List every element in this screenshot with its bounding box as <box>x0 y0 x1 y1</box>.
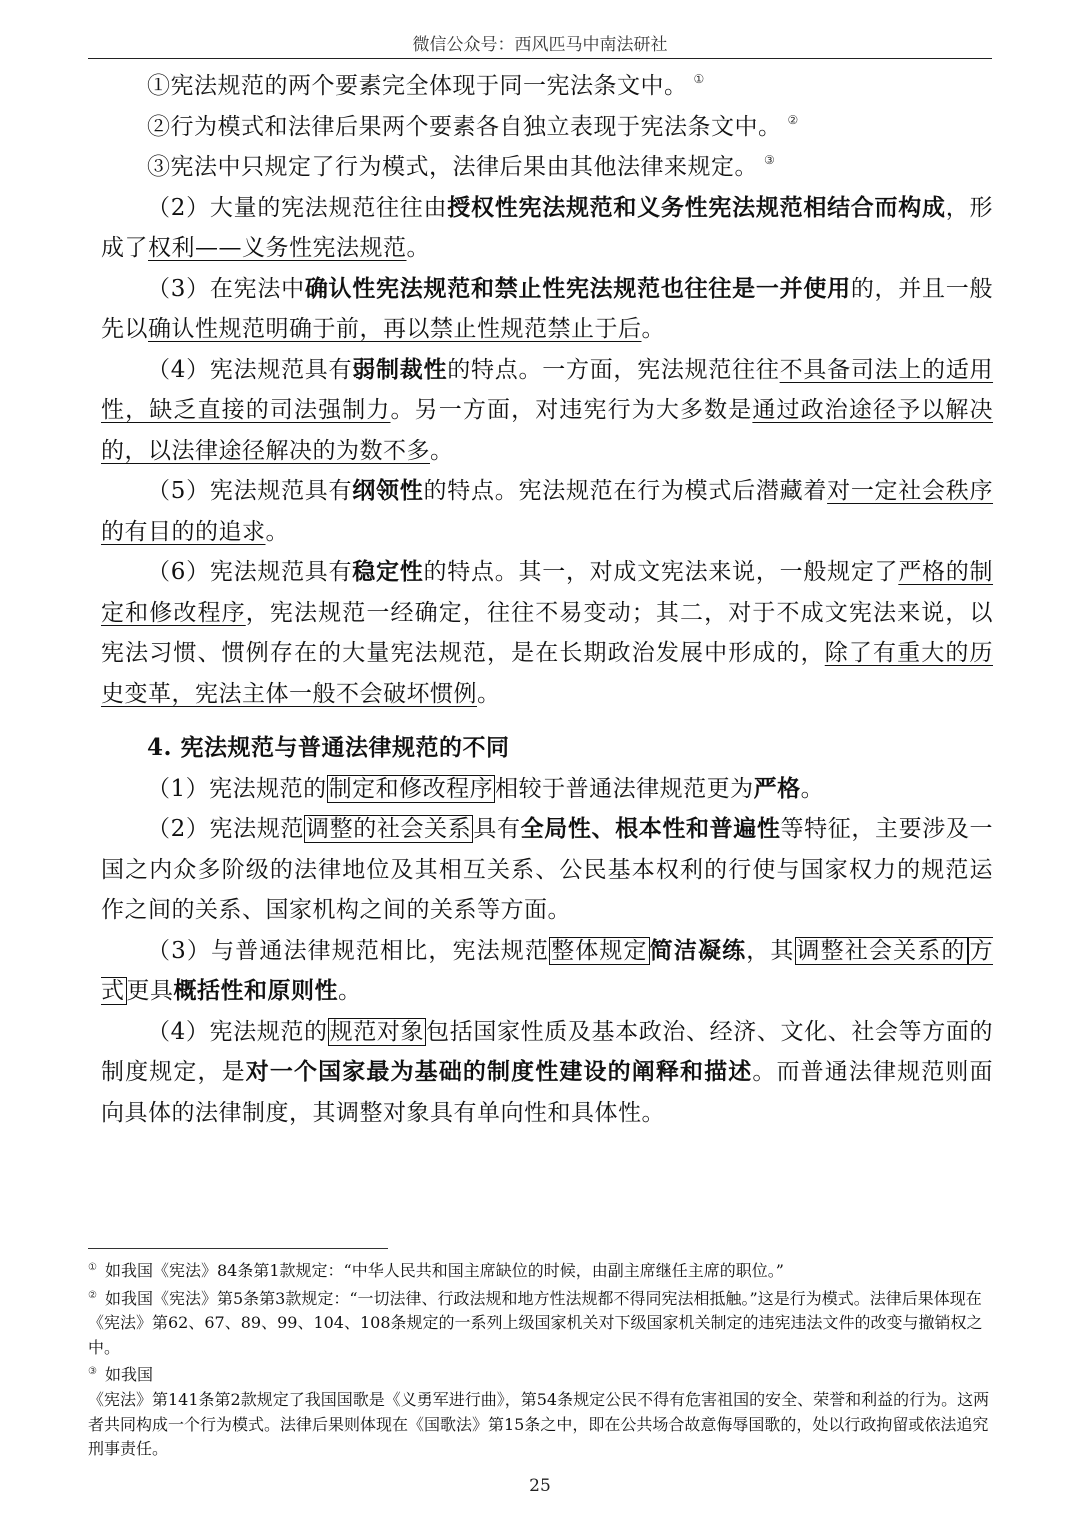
emphasis: 严格 <box>753 774 801 802</box>
emphasis: 概括性和原则性 <box>173 977 338 1004</box>
underlined-text: 通过政治途径予以解决的，以法律途径解决的为数不多 <box>101 397 993 464</box>
footnote-divider <box>88 1248 388 1249</box>
boxed-term: 整体规定 <box>551 937 648 964</box>
header-divider <box>88 58 992 59</box>
paragraph-6: （4）宪法规范具有弱制裁性的特点。一方面，宪法规范往往不具备司法上的适用性，缺乏直接的司法强制力。另一方面，对违宪行为大多数是通过政治途径予以解决的，以法律途径解决的为数不多。 <box>101 355 994 464</box>
paragraph-q3: （3）与普通法律规范相比，宪法规范整体规定简洁凝练，其调整社会关系的 方式更具概括性和原则性。 <box>101 936 994 1004</box>
boxed-term: 规范对象 <box>329 1018 425 1045</box>
emphasis: 全局性、根本性和普遍性 <box>520 815 781 842</box>
page-number: 25 <box>529 1476 551 1496</box>
body-text <box>101 66 993 1133</box>
paragraph-2: ②行为模式和法律后果两个要素各自独立表现于宪法条文中。 ② <box>147 112 799 140</box>
paragraph-5: （3）在宪法中确认性宪法规范和禁止性宪法规范也往往是一并使用的，并且一般先以确认性规范明确于前，再以禁止性规范禁止于后。 <box>101 274 994 342</box>
footnote-ref-2[interactable]: ② <box>787 112 799 127</box>
emphasis: 确认性宪法规范和禁止性宪法规范也往往是一并使用 <box>304 274 851 302</box>
paragraph-q1: （1）宪法规范的制定和修改程序相较于普通法律规范更为严格。 <box>147 774 825 802</box>
underlined-text: 权利——义务性宪法规范 <box>148 235 407 261</box>
emphasis: 稳定性 <box>352 558 424 585</box>
paragraph-3: ③宪法中只规定了行为模式，法律后果由其他法律来规定。 ③ <box>147 153 776 180</box>
footnote-1: ① 如我国《宪法》84条第1款规定：“中华人民共和国主席缺位的时候，由副主席继任主席的职位。” <box>88 1261 784 1280</box>
paragraph-q4: （4）宪法规范的规范对象包括国家性质及基本政治、经济、文化、社会等方面的制度规定，是对一个国家最为基础的制度性建设的阐释和描述。而普通法律规范则面向具体的法律制度，其调整对象具有单向性和具体性。 <box>101 1018 994 1126</box>
footnote-3: ③ 如我国 <box>88 1365 153 1385</box>
boxed-term: 制定和修改程序 <box>328 775 494 802</box>
underlined-text: 对一定社会秩序的有目的的追求 <box>101 478 994 545</box>
paragraph-1: ①宪法规范的两个要素完全体现于同一宪法条文中。 ① <box>147 72 705 99</box>
underlined-text: 严格的制定和修改程序 <box>101 559 994 626</box>
footnote-2: ② 如我国《宪法》第5条第3款规定：“一切法律、行政法规和地方性法规都不得同宪法相抵触。”这是行为模式。法律后果体现在《宪法》第62、67、89、99、104、108条规定的一系列上级国家机关对下级国家机关制定的违宪违法文件的改变与撤销权之中。 <box>88 1288 983 1357</box>
paragraph-q2: （2）宪法规范调整的社会关系具有全局性、根本性和普遍性等特征，主要涉及一国之内众多阶级的法律地位及其相互关系、公民基本权利的行使与国家权力的规范运作之间的关系、国家机构之间的关系等方面。 <box>101 815 994 923</box>
section-heading: 4. 宪法规范与普通法律规范的不同 <box>147 734 510 761</box>
boxed-term: 调整的社会关系 <box>306 816 472 842</box>
footnote-ref-3[interactable]: ③ <box>764 153 776 167</box>
page-header: 微信公众号：西风匹马中南法研社 <box>412 35 668 55</box>
footnotes <box>88 1256 992 1462</box>
underlined-text: 除了有重大的历史变革，宪法主体一般不会破坏惯例 <box>101 640 993 707</box>
emphasis: 弱制裁性 <box>352 355 448 383</box>
paragraph-8: （6）宪法规范具有稳定性的特点。其一，对成文宪法来说，一般规定了严格的制定和修改程序，宪法规范一经确定，往往不易变动；其二，对于不成文宪法来说，以宪法习惯、惯例存在的大量宪法规范，是在长期政治发展中形成的，除了有重大的历史变革，宪法主体一般不会破坏惯例。 <box>101 558 994 707</box>
emphasis: 纲领性 <box>352 477 424 504</box>
boxed-term: 方式 <box>101 937 994 1004</box>
boxed-term: 调整社会关系的 <box>796 937 966 964</box>
emphasis: 授权性宪法规范和义务性宪法规范相结合而构成 <box>447 193 946 221</box>
emphasis: 简洁凝练 <box>649 936 747 964</box>
footnote-ref-1[interactable]: ① <box>693 72 705 86</box>
emphasis: 对一个国家最为基础的制度性建设的阐释和描述 <box>245 1058 753 1085</box>
underlined-text: 确认性规范明确于前，再以禁止性规范禁止于后 <box>148 316 642 342</box>
paragraph-4: （2）大量的宪法规范往往由授权性宪法规范和义务性宪法规范相结合而构成，形成了权利——义务性宪法规范。 <box>101 193 994 261</box>
paragraph-7: （5）宪法规范具有纲领性的特点。宪法规范在行为模式后潜藏着对一定社会秩序的有目的的追求。 <box>101 477 994 545</box>
underlined-text: 不具备司法上的适用性，缺乏直接的司法强制力 <box>101 356 994 423</box>
footnote-3-continued: 《宪法》第141条第2款规定了我国国歌是《义勇军进行曲》，第54条规定公民不得有危害祖国的安全、荣誉和利益的行为。这两者共同构成一个行为模式。法律后果则体现在《国歌法》第15条之中，即在公共场合故意侮辱国歌的，处以行政拘留或依法追究刑事责任。 <box>88 1389 990 1459</box>
